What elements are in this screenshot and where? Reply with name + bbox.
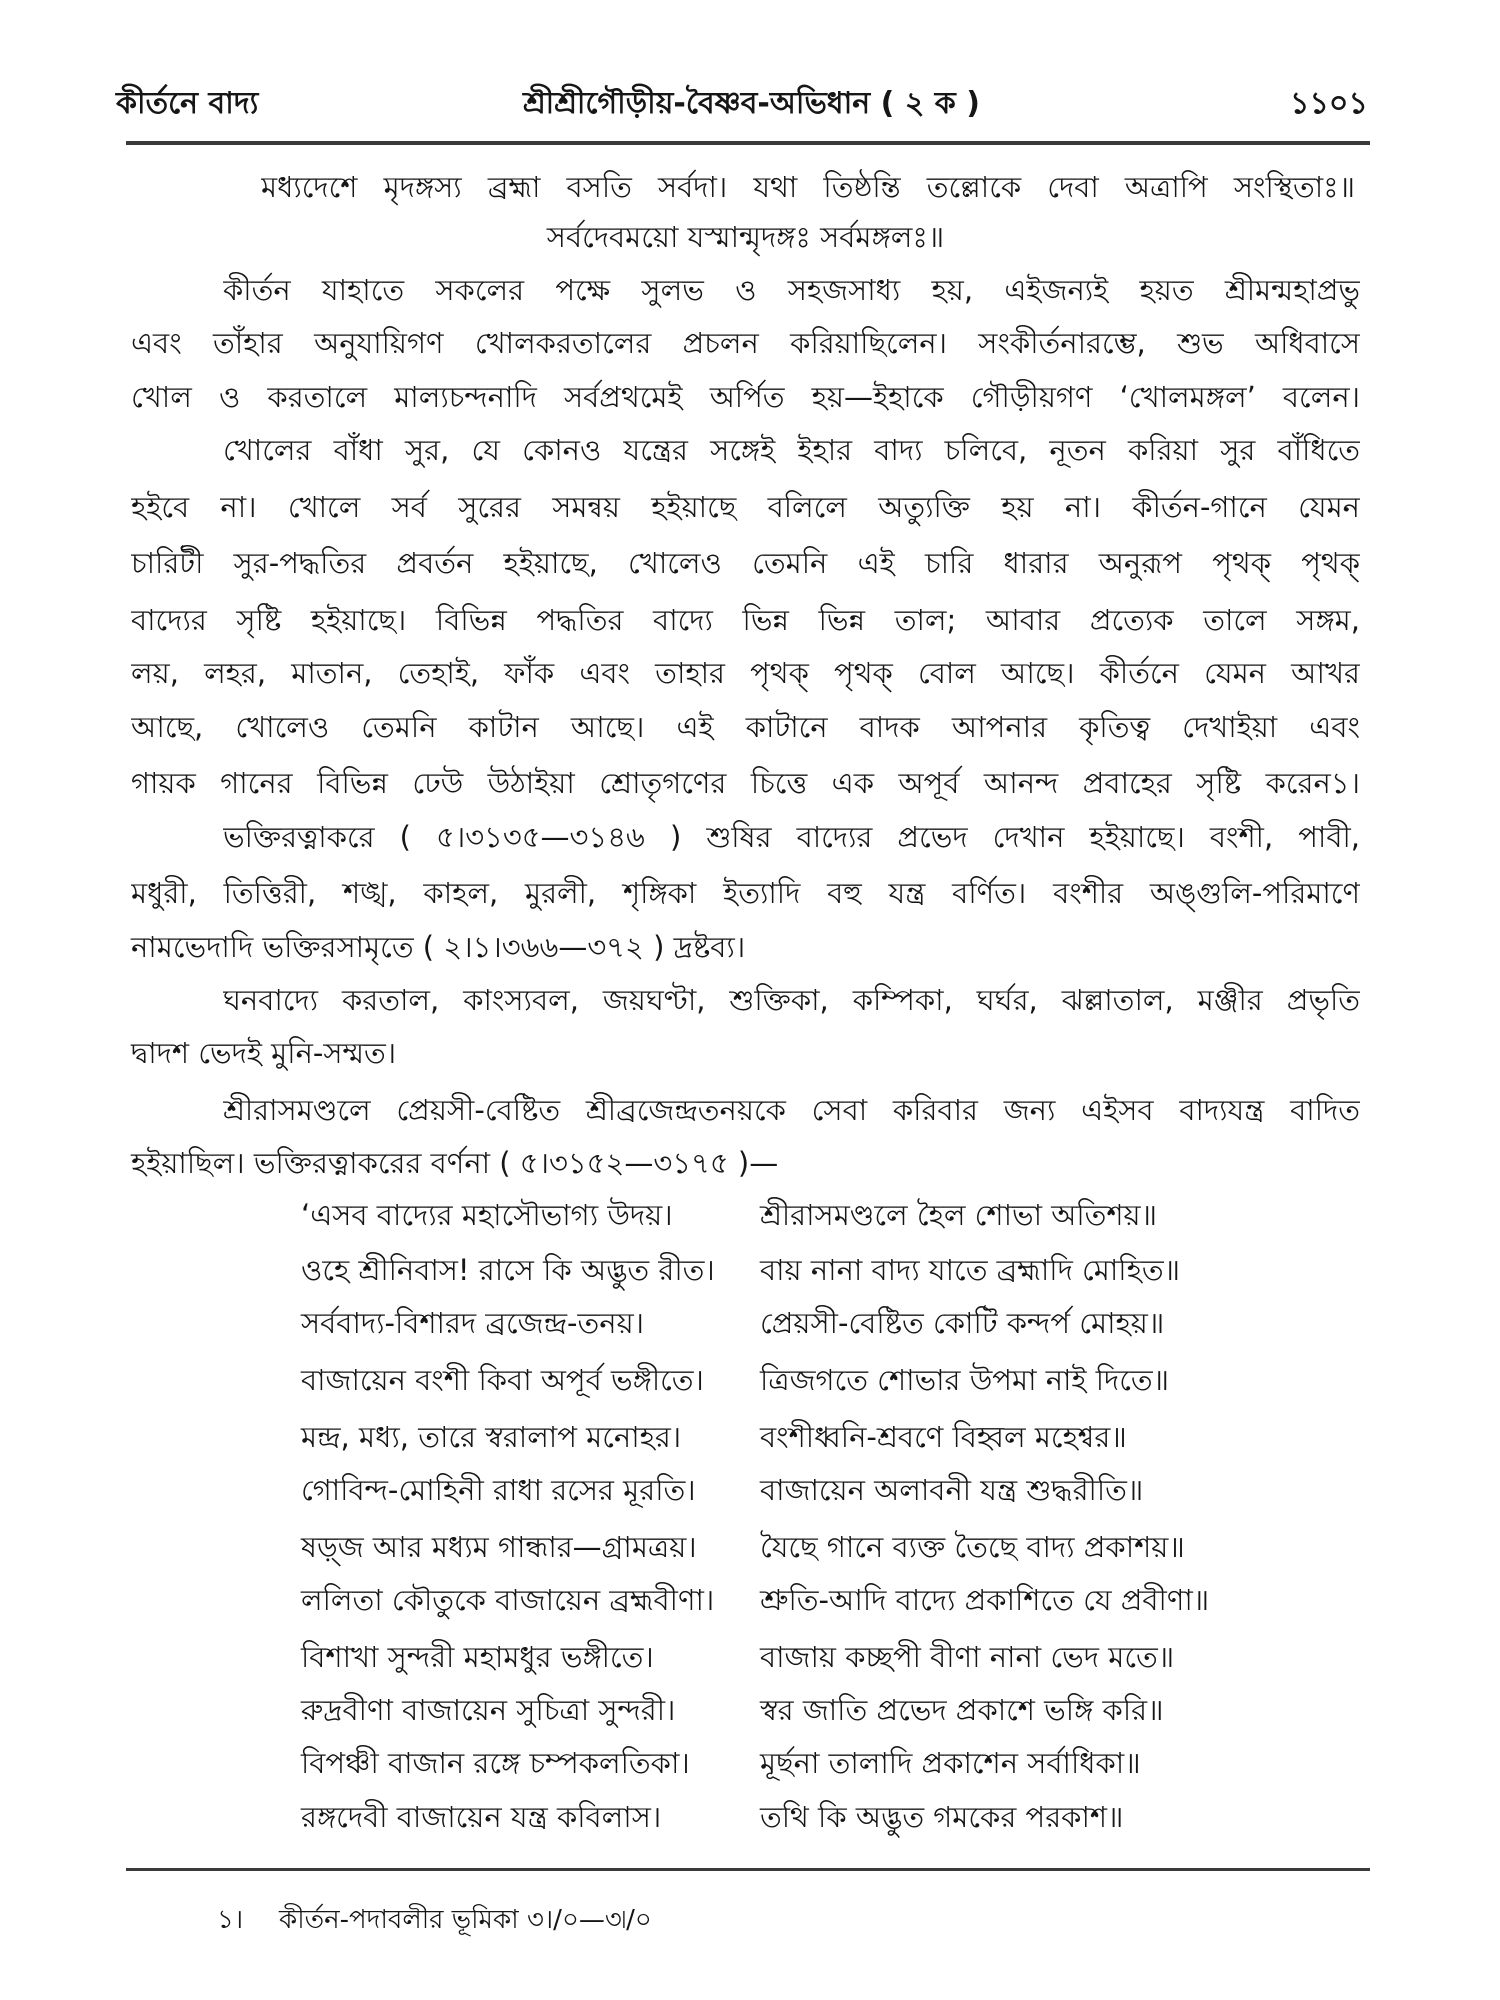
paragraph-line [131, 1033, 1360, 1073]
paragraph-line-text: দ্বাদশ ভেদই মুনি-সম্মত। [131, 1036, 397, 1070]
paragraph-line [131, 377, 1360, 417]
paragraph-line-text: ঘনবাদ্যে করতাল, কাংস্যবল, জয়ঘণ্টা, শুক্তিকা, কম্পিকা, ঘর্ঘর, ঝল্লাতাল, মঞ্জীর প্রভৃতি [223, 983, 1360, 1017]
paragraph-line-text: হইয়াছিল। ভক্তিরত্নাকরের বর্ণনা ( ৫।৩১৫২—৩১৭৫ )— [131, 1146, 779, 1180]
running-head-section: কীর্তনে বাদ্য [116, 86, 259, 121]
paragraph-line [131, 487, 1360, 527]
verse-second-half: স্বর জাতি প্রভেদ প্রকাশে ভঙ্গি করি॥ [760, 1693, 1164, 1727]
paragraph-line-text: এবং তাঁহার অনুযায়িগণ খোলকরতালের প্রচলন করিয়াছিলেন। সংকীর্তনারম্ভে, শুভ অধিবাসে [131, 326, 1360, 360]
sanskrit-verse-line: সর্বদেবময়ো যস্মান্মৃদঙ্গঃ সর্বমঙ্গলঃ॥ [546, 220, 945, 254]
sanskrit-verse-line: মধ্যদেশে মৃদঙ্গস্য ব্রহ্মা বসতি সর্বদা। যথা তিষ্ঠন্তি তল্লোকে দেবা অত্রাপি সংস্থিতাঃ॥ [261, 170, 1355, 204]
paragraph-line [131, 323, 1360, 363]
paragraph-line-text: মধুরী, তিত্তিরী, শঙ্খ, কাহল, মুরলী, শৃঙ্গিকা ইত্যাদি বহু যন্ত্র বর্ণিত। বংশীর অঙ্গুলি-পরিমাণে [131, 876, 1360, 910]
verse-second-half: শ্রীরাসমণ্ডলে হৈল শোভা অতিশয়॥ [760, 1198, 1158, 1232]
verse-second-half: শ্রুতি-আদি বাদ্যে প্রকাশিতে যে প্রবীণা॥ [760, 1583, 1210, 1617]
verse-second-half: যৈছে গানে ব্যক্ত তৈছে বাদ্য প্রকাশয়॥ [760, 1530, 1185, 1564]
footnote-rule [126, 1868, 1370, 1871]
paragraph-line-text: হইবে না। খোলে সর্ব সুরের সমন্বয় হইয়াছে বলিলে অত্যুক্তি হয় না। কীর্তন-গানে যেমন [131, 490, 1360, 524]
paragraph-line-text: শ্রীরাসমণ্ডলে প্রেয়সী-বেষ্টিত শ্রীব্রজেন্দ্রতনয়কে সেবা করিবার জন্য এইসব বাদ্যযন্ত্র বাদিত [223, 1093, 1360, 1127]
verse-first-half: রঙ্গদেবী বাজায়েন যন্ত্র কবিলাস। [301, 1800, 662, 1834]
paragraph-line-text: খোল ও করতালে মাল্যচন্দনাদি সর্বপ্রথমেই অর্পিত হয়—ইহাকে গৌড়ীয়গণ ‘খোলমঙ্গল’ বলেন। [131, 380, 1360, 414]
verse-first-half: মন্দ্র, মধ্য, তারে স্বরালাপ মনোহর। [301, 1420, 682, 1454]
paragraph-line [223, 270, 1360, 310]
verse-first-half: গোবিন্দ-মোহিনী রাধা রসের মূরতি। [301, 1473, 696, 1507]
verse-first-half: বিশাখা সুন্দরী মহামধুর ভঙ্গীতে। [301, 1640, 654, 1674]
verse-first-half: রুদ্রবীণা বাজায়েন সুচিত্রা সুন্দরী। [301, 1693, 676, 1727]
running-head-title: শ্রীশ্রীগৌড়ীয়-বৈষ্ণব-অভিধান ( ২ ক ) [523, 86, 980, 121]
page-number: ১১০১ [1290, 86, 1368, 121]
paragraph-line-text: নামভেদাদি ভক্তিরসামৃতে ( ২।১।৩৬৬—৩৭২ ) দ্রষ্টব্য। [131, 930, 746, 964]
verse-second-half: মূর্ছনা তালাদি প্রকাশেন সর্বাধিকা॥ [760, 1746, 1141, 1780]
verse-first-half: বাজায়েন বংশী কিবা অপূর্ব ভঙ্গীতে। [301, 1363, 704, 1397]
paragraph-line-text: লয়, লহর, মাতান, তেহাই, ফাঁক এবং তাহার পৃথক্ পৃথক্ বোল আছে। কীর্তনে যেমন আখর [131, 656, 1360, 690]
paragraph-line [223, 1090, 1360, 1130]
verse-first-half: ষড়্জ আর মধ্যম গান্ধার—গ্রামত্রয়। [301, 1530, 697, 1564]
footnote-text: কীর্তন-পদাবলীর ভূমিকা ৩।/০—৩৷/০ [279, 1905, 652, 1935]
verse-first-half: ললিতা কৌতুকে বাজায়েন ব্রহ্মবীণা। [301, 1583, 715, 1617]
paragraph-line-text: খোলের বাঁধা সুর, যে কোনও যন্ত্রের সঙ্গেই ইহার বাদ্য চলিবে, নূতন করিয়া সুর বাঁধিতে [223, 433, 1360, 467]
verse-first-half: ওহে শ্রীনিবাস! রাসে কি অদ্ভুত রীত। [301, 1253, 715, 1287]
paragraph-line [131, 600, 1360, 640]
paragraph-line-text: গায়ক গানের বিভিন্ন ঢেউ উঠাইয়া শ্রোতৃগণের চিত্তে এক অপূর্ব আনন্দ প্রবাহের সৃষ্টি করেন১। [131, 766, 1360, 800]
paragraph-line-text: আছে, খোলেও তেমনি কাটান আছে। এই কাটানে বাদক আপনার কৃতিত্ব দেখাইয়া এবং [131, 710, 1360, 744]
paragraph-line [131, 1143, 1360, 1183]
paragraph-line [223, 980, 1360, 1020]
paragraph-line [131, 763, 1360, 803]
verse-first-half: বিপঞ্চী বাজান রঙ্গে চম্পকলতিকা। [301, 1746, 690, 1780]
paragraph-line [131, 873, 1360, 913]
verse-second-half: ত্রিজগতে শোভার উপমা নাই দিতে॥ [760, 1363, 1170, 1397]
verse-second-half: বায় নানা বাদ্য যাতে ব্রহ্মাদি মোহিত॥ [760, 1253, 1180, 1287]
paragraph-line-text: বাদ্যের সৃষ্টি হইয়াছে। বিভিন্ন পদ্ধতির বাদ্যে ভিন্ন ভিন্ন তাল; আবার প্রত্যেক তালে সঙ্গম, [131, 603, 1360, 637]
paragraph-line-text: ভক্তিরত্নাকরে ( ৫।৩১৩৫—৩১৪৬ ) শুষির বাদ্যের প্রভেদ দেখান হইয়াছে। বংশী, পাবী, [223, 820, 1360, 854]
verse-second-half: বাজায় কচ্ছপী বীণা নানা ভেদ মতে॥ [760, 1640, 1175, 1674]
header-rule [126, 141, 1370, 145]
paragraph-line-text: কীর্তন যাহাতে সকলের পক্ষে সুলভ ও সহজসাধ্য হয়, এইজন্যই হয়ত শ্রীমন্মহাপ্রভু [223, 273, 1360, 307]
verse-second-half: বাজায়েন অলাবনী যন্ত্র শুদ্ধরীতি॥ [760, 1473, 1144, 1507]
paragraph-line-text: চারিটী সুর-পদ্ধতির প্রবর্তন হইয়াছে, খোলেও তেমনি এই চারি ধারার অনুরূপ পৃথক্ পৃথক্ [131, 546, 1360, 580]
verse-first-half: সর্ববাদ্য-বিশারদ ব্রজেন্দ্র-তনয়। [301, 1306, 645, 1340]
paragraph-line [223, 430, 1360, 470]
verse-first-half: ‘এসব বাদ্যের মহাসৌভাগ্য উদয়। [301, 1198, 673, 1232]
verse-second-half: প্রেয়সী-বেষ্টিত কোটি কন্দর্প মোহয়॥ [760, 1306, 1165, 1340]
paragraph-line [131, 543, 1360, 583]
verse-second-half: বংশীধ্বনি-শ্রবণে বিহ্বল মহেশ্বর॥ [760, 1420, 1127, 1454]
paragraph-line [131, 653, 1360, 693]
paragraph-line [131, 707, 1360, 747]
verse-second-half: তথি কি অদ্ভুত গমকের পরকাশ॥ [760, 1800, 1124, 1834]
footnote-marker: ১। [217, 1905, 244, 1935]
paragraph-line [131, 927, 1360, 967]
paragraph-line [223, 817, 1360, 857]
